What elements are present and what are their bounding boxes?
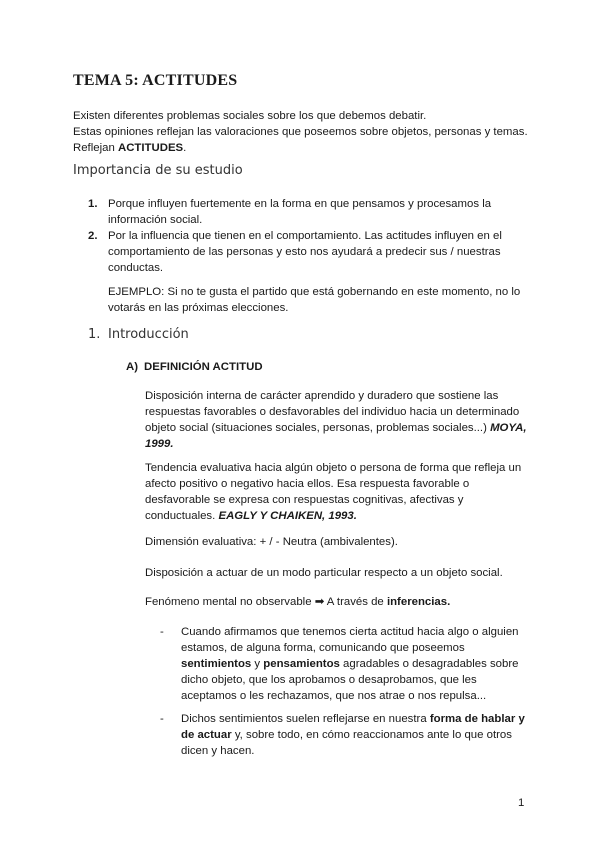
- mental-phenomenon: [145, 594, 530, 610]
- example-paragraph: EJEMPLO: Si no te gusta el partido que está gobernando en este momento, no lo votarás en las próximas elecciones.: [108, 286, 521, 314]
- intro-keyword: ACTITUDES: [117, 142, 184, 154]
- bullet-keyword: pensamientos: [263, 658, 340, 670]
- importance-list: [88, 196, 528, 276]
- intro-block: [73, 108, 543, 156]
- list-item: [160, 711, 530, 759]
- right-arrow-icon: ➡: [314, 596, 325, 608]
- document-title: TEMA 5: ACTITUDES: [73, 72, 238, 89]
- bullet-text: Dichos sentimientos suelen reflejarse en nuestra: [181, 713, 430, 725]
- definition-moya: [145, 388, 530, 452]
- bullet-dash: -: [160, 713, 164, 725]
- heading-number: 1.: [88, 327, 101, 342]
- definition-text: Disposición interna de carácter aprendido y duradero que sostiene las respuestas favorables o desfavorables del individuo hacia un determinado objeto social (situaciones sociales, personas, problemas sociales...): [145, 390, 520, 434]
- subheading-letter: A): [126, 361, 139, 373]
- list-item: [88, 228, 528, 276]
- bullet-feelings: [160, 624, 530, 704]
- bullet-text: agradables o desagradables sobre dicho objeto, que los aprobamos o desaprobamos, que les aceptamos o les rechazamos, que nos atrae o nos repulsa...: [181, 658, 519, 702]
- intro-line-1: Existen diferentes problemas sociales sobre los que debemos debatir.: [73, 110, 427, 122]
- page-number: 1: [518, 797, 525, 809]
- inferences-keyword: inferencias.: [386, 596, 451, 608]
- importance-heading: Importancia de su estudio: [73, 163, 243, 178]
- citation: MOYA, 1999.: [145, 422, 527, 450]
- bullet-behavior: [160, 711, 530, 759]
- list-item-text: Porque influyen fuertemente en la forma en que pensamos y procesamos la información social.: [108, 198, 492, 226]
- citation: EAGLY Y CHAIKEN, 1993.: [218, 510, 357, 522]
- intro-line-3: [73, 140, 543, 156]
- list-item-number: 2.: [88, 230, 98, 242]
- introduction-heading: [88, 327, 189, 342]
- list-item-text: Por la influencia que tienen en el comportamiento. Las actitudes influyen en el comportamiento de las personas y esto nos ayudará a predecir sus / nuestras conductas.: [108, 230, 502, 274]
- heading-text: Introducción: [108, 327, 189, 342]
- disposition-paragraph: Disposición a actuar de un modo particular respecto a un objeto social.: [145, 567, 503, 579]
- evaluative-dimension: Dimensión evaluativa: + / - Neutra (ambivalentes).: [145, 536, 398, 548]
- definition-eagly: [145, 460, 530, 524]
- subheading-text: DEFINICIÓN ACTITUD: [144, 361, 263, 373]
- bullet-text: y, sobre todo, en cómo reaccionamos ante lo que otros dicen y hacen.: [181, 729, 512, 757]
- list-item-number: 1.: [88, 198, 98, 210]
- bullet-text: y: [251, 658, 264, 670]
- intro-line-3-post: .: [183, 142, 187, 154]
- bullet-keyword: sentimientos: [181, 658, 252, 670]
- definition-text: Tendencia evaluativa hacia algún objeto o persona de forma que refleja un afecto positivo o negativo hacia ellos. Esa respuesta favorable o desfavorable se expresa con respuestas cognitivas, afectivas y conductuales.: [145, 462, 522, 522]
- phenomenon-mid: A través de: [324, 596, 387, 608]
- phenomenon-pre: Fenómeno mental no observable: [145, 596, 315, 608]
- list-item: [160, 624, 530, 704]
- definition-heading: [126, 361, 263, 373]
- list-item: [88, 196, 528, 228]
- intro-line-2: Estas opiniones reflejan las valoraciones que poseemos sobre objetos, personas y temas.: [73, 126, 528, 138]
- intro-line-3-pre: Reflejan: [73, 142, 118, 154]
- bullet-text: Cuando afirmamos que tenemos cierta actitud hacia algo o alguien estamos, de alguna forma, comunicando que poseemos: [181, 626, 519, 654]
- bullet-dash: -: [160, 626, 164, 638]
- bullet-keyword: forma de hablar y de actuar: [181, 713, 525, 741]
